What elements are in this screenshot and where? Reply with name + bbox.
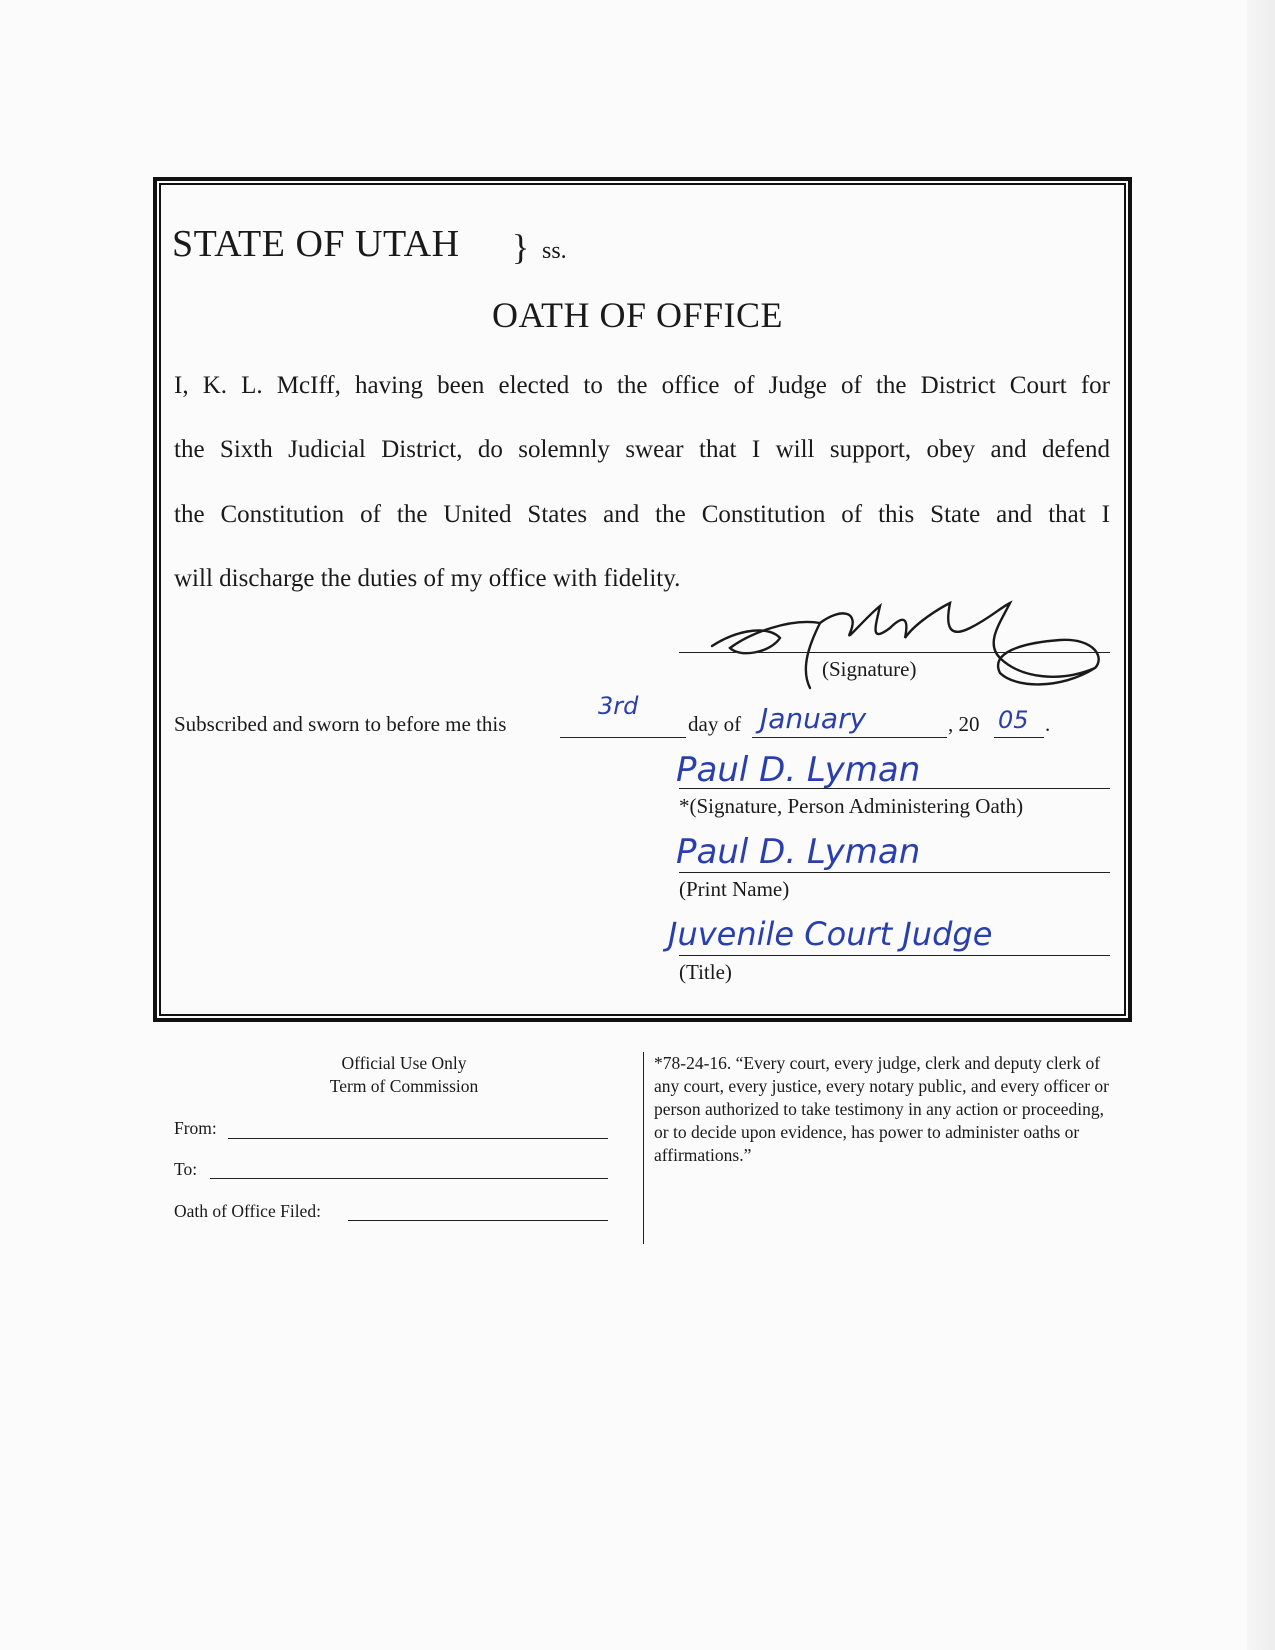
title-line: [679, 955, 1110, 956]
year-blank[interactable]: [994, 737, 1044, 738]
brace-symbol: }: [512, 227, 530, 267]
term-of-commission: Term of Commission: [329, 1076, 479, 1096]
document-title: OATH OF OFFICE: [491, 295, 784, 335]
print-name-line: [679, 872, 1110, 873]
section-divider: [643, 1052, 644, 1244]
month-blank[interactable]: [752, 737, 947, 738]
scan-edge: [1247, 0, 1275, 1650]
statute-text: *78-24-16. “Every court, every judge, clerk and deputy clerk of any court, every justice, every notary public, and every officer or person authorized to take testimony in any action or proceeding, or to decide upon evidence, has power to administer oaths or affirmations.”: [654, 1053, 1109, 1165]
handwritten-print-name: Paul D. Lyman: [676, 832, 921, 872]
administering-caption: *(Signature, Person Administering Oath): [679, 794, 1024, 818]
oath-line-4: will discharge the duties of my office with fidelity.: [174, 565, 681, 592]
year-suffix: .: [1045, 712, 1051, 736]
from-field[interactable]: [228, 1138, 608, 1139]
affiant-signature-line: [679, 652, 1110, 653]
title-caption: (Title): [679, 960, 732, 984]
from-label: From:: [174, 1118, 217, 1138]
day-blank[interactable]: [560, 737, 686, 738]
ss-abbrev: ss.: [542, 238, 567, 264]
subscribed-text: Subscribed and sworn to before me this: [174, 712, 507, 736]
print-name-caption: (Print Name): [679, 877, 790, 901]
administering-signature-line: [679, 788, 1110, 789]
oath-line-2: the Sixth Judicial District, do solemnly swear that I will support, obey and defend: [174, 436, 1110, 463]
to-label: To:: [174, 1159, 198, 1179]
oath-line-3: the Constitution of the United States and the Constitution of this State and that I: [174, 501, 1110, 528]
handwritten-year: 05: [998, 706, 1029, 734]
filed-field[interactable]: [348, 1220, 608, 1221]
signature-caption: (Signature): [822, 657, 917, 681]
oath-line-1: I, K. L. McIff, having been elected to the office of Judge of the District Court for: [174, 372, 1110, 399]
handwritten-month: January: [760, 702, 867, 735]
filed-label: Oath of Office Filed:: [174, 1201, 321, 1221]
handwritten-day: 3rd: [598, 692, 639, 720]
year-prefix: , 20: [948, 712, 980, 736]
handwritten-administering-signature: Paul D. Lyman: [676, 750, 921, 790]
official-use-heading: Official Use Only: [341, 1053, 467, 1073]
affiant-signature: [700, 598, 1110, 698]
to-field[interactable]: [210, 1178, 608, 1179]
handwritten-title: Juvenile Court Judge: [668, 915, 993, 953]
day-of-text: day of: [688, 712, 742, 736]
state-heading: STATE OF UTAH: [172, 223, 460, 265]
